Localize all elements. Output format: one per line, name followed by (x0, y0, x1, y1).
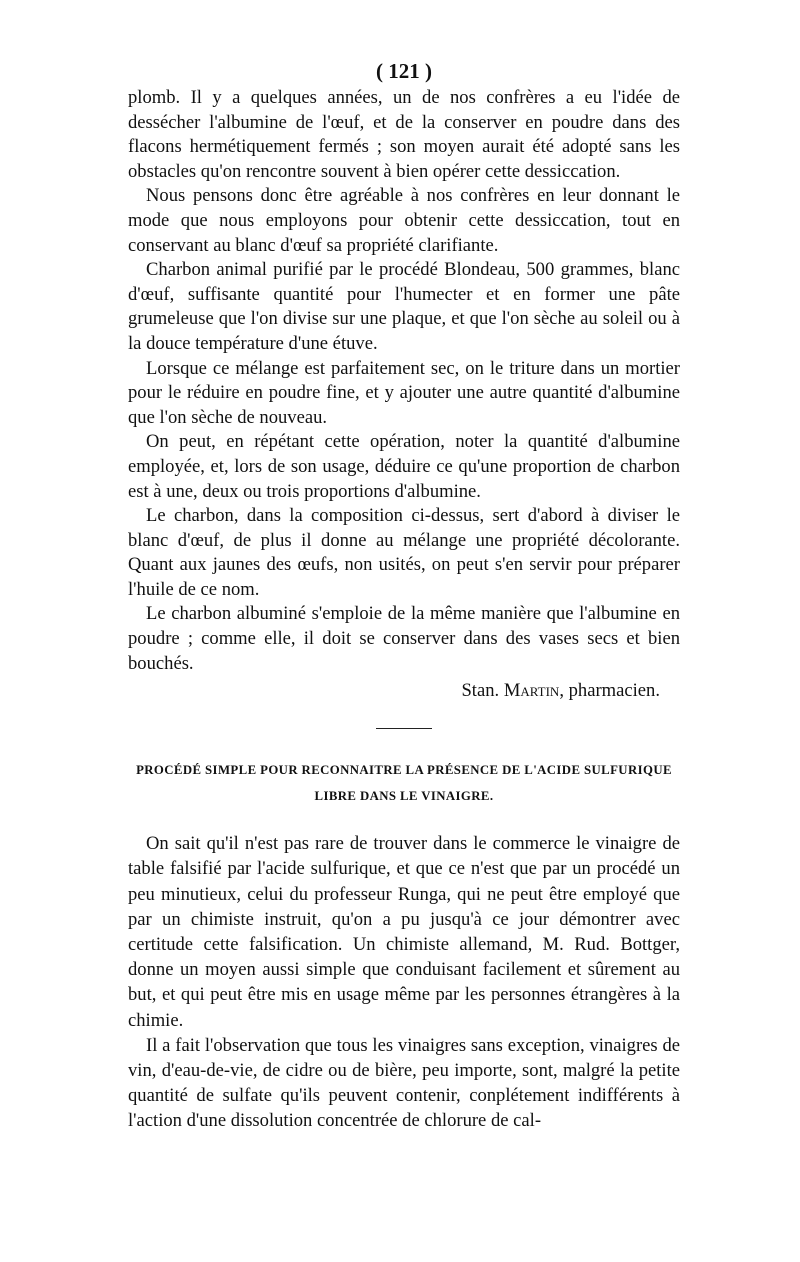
section-body (128, 831, 680, 1133)
signature-prefix: Stan. (461, 680, 500, 702)
signature-name: Martin (503, 680, 560, 702)
paragraph-vinegar-observation: Il a fait l'observation que tous les vinaigres sans exception, vinaigres de vin, d'eau-de-vie, de cidre ou de bière, peu importe, sont, malgré la petite quantité de sulfate qu'ils peuvent contenir, conplétement indifférents à l'action d'une dissolution concentrée de chlorure de cal- (128, 1034, 680, 1132)
paragraph-vinegar-intro: On sait qu'il n'est pas rare de trouver dans le commerce le vinaigre de table falsifié par l'acide sulfurique, et que ce n'est que par un procédé un peu minutieux, celui du professeur Runga, qui ne peut être employé que par un chimiste instruit, qu'on a pu jusqu'à ce jour démontrer avec certitude cette falsification. Un chimiste allemand, M. Rud. Bottger, donne un moyen aussi simple que conduisant facilement et sûrement au but, et qui peut être mis en usage même par les personnes étrangères à la chimie. (128, 833, 680, 1031)
section-heading-line-1: PROCÉDÉ SIMPLE POUR RECONNAITRE LA PRÉSENCE DE L'ACIDE SULFURIQUE (136, 763, 672, 778)
author-signature (128, 678, 680, 704)
paragraph-usage: Le charbon albuminé s'emploie de la même manière que l'albumine en poudre ; comme elle, il doit se conserver dans des vases secs et bien bouchés. (128, 603, 680, 674)
book-page (128, 58, 680, 1134)
section-divider (376, 728, 432, 729)
paragraph-mode-intro: Nous pensons donc être agréable à nos confrères en leur donnant le mode que nous employons pour obtenir cette dessiccation, tout en conservant au blanc d'œuf sa propriété clarifiante. (128, 185, 680, 256)
paragraph-recipe: Charbon animal purifié par le procédé Blondeau, 500 grammes, blanc d'œuf, suffisante quantité pour l'humecter et en former une pâte grumeleuse que l'on divise sur une plaque, et que l'on sèche au soleil ou à la douce température d'une étuve. (128, 259, 680, 354)
page-number: ( 121 ) (376, 59, 432, 83)
paragraph-charcoal-role: Le charbon, dans la composition ci-dessus, sert d'abord à diviser le blanc d'œuf, de plus il donne au mélange une propriété décolorante. Quant aux jaunes des œufs, non usités, on peut s'en servir pour préparer l'huile de ce nom. (128, 505, 680, 600)
section-heading-line-2: LIBRE DANS LE VINAIGRE. (314, 789, 494, 804)
signature-suffix: , pharmacien. (559, 680, 660, 702)
paragraph-trituration: Lorsque ce mélange est parfaitement sec, on le triture dans un mortier pour le réduire en poudre fine, et y ajouter une autre quantité d'albumine que l'on sèche de nouveau. (128, 357, 680, 428)
paragraph-continuation: plomb. Il y a quelques années, un de nos confrères a eu l'idée de dessécher l'albumine de l'œuf, et de la conserver en poudre dans des flacons hermétiquement fermés ; son moyen aurait été adopté sans les obstacles qu'on rencontre souvent à bien opérer cette dessiccation. (128, 87, 680, 182)
paragraph-proportion: On peut, en répétant cette opération, noter la quantité d'albumine employée, et, lors de son usage, déduire ce qu'une proportion de charbon est à une, deux ou trois proportions d'albumine. (128, 431, 680, 502)
